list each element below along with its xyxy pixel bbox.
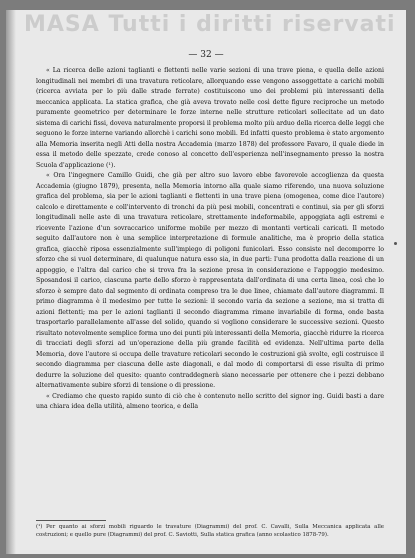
page-number: — 32 —	[188, 50, 224, 60]
paragraph-1: « La ricerca delle azioni taglianti e flettenti nelle varie sezioni di una trave piena, e quella delle azioni longitudinali nei membri di una travatura reticolare, allorquando esse vengono assoggettate a carichi mobili (ricerca avviata per lo più dalle strade ferrate) costituiscono uno dei problemi più interessanti della meccanica applicata. La statica grafica, che già aveva trovato nelle così dette figure reciproche un metodo puramente geometrico per determinare le forze interne nelle strutture reticolari sollecitate ad un dato sistema di carichi fissi, doveva naturalmente proporsi il problema molto più arduo della ricerca delle leggi che seguono le forze interne variando allorchè i carichi sono mobili. Ed infatti questo problema è stato argomento alla Memoria inserita negli Atti della nostra Accademia (marzo 1878) del professore Favaro, il quale diede in essa il metodo delle spezzate, crede conoso al concetto dell'esperienza nell'insegnamento presso la nostra Scuola d'applicazione (¹).	[36, 67, 384, 169]
footnote-rule	[36, 520, 106, 521]
watermark: MASA Tutti i diritti riservati	[24, 12, 396, 37]
scan-edge-shadow	[6, 10, 16, 554]
paragraph-3: « Crediamo che questo rapido sunto di ciò che è contenuto nello scritto del signor ing. Guidi basti a dare una chiara idea della utilità, almeno teorica, e della	[36, 392, 384, 410]
body-text	[36, 66, 384, 413]
margin-dot	[394, 242, 397, 245]
paragraph-2: « Ora l'ingegnere Camillo Guidi, che già per altro suo lavoro ebbe favorevole accoglienza da questa Accademia (giugno 1879), presenta, nella Memoria intorno alla quale siamo riferendo, una nuova soluzione grafica del problema, sia per le azioni taglianti e flettenti in una trave piena (omogenea, come dice l'autore) calcolo e direttamente e coll'intervento di tronchi da più pesi mobili, concentrati e continui, sia per gli sforzi longitudinali nelle aste di una travatura reticolare, strettamente indeformabile, appoggiata agli estremi e ricevente l'azione d'un sovraccarico uniforme mobile per mezzo di montanti verticali caricati. Il metodo seguito dall'autore non è una semplice interpretazione di formule analitiche, ma è proprio della statica grafica, giacchè riposa essenzialmente sull'impiego di poligoni funicolari. Esso consiste nel decomporre lo sforzo che si vuol determinare, di qualunque natura esso sia, in due parti: l'una prodotta dalla reazione di un appoggio, e l'altra dal carico che si trova fra la sezione presa in considerazione e l'appoggio medesimo. Sposandosi il carico, ciascuna parte dello sforzo è rappresentata dall'ordinata di una certa linea, così che lo sforzo è sempre dato dal segmento di ordinata compreso tra le due linee, chiamate dall'autore diagrammi. Il primo diagramma è il medesimo per tutte le sezioni: il secondo varia da sezione a sezione, ma si tratta di azioni flettenti; ma per le azioni taglianti il secondo diagramma rimane invariabile di forma, onde basta trasportarlo parallelamente all'asse del solido, quando si vogliono considerare le successive sezioni. Questo risultato notevolmente semplice forma uno dei punti più interessanti della Memoria, giacchè ridurre la ricerca di tracciati degli sforzi ad un'operazione della più grande facilità ed evidenza. Nell'ultima parte della Memoria, dove l'autore si occupa delle travature reticolari secondo le costruzioni già svolte, egli costruisce il secondo diagramma per ciascuna delle aste diagonali, e dal modo di comportarsi di esse risulta di primo dedurre la soluzione del quesito: quanto contraddegnerà siano necessarie per ottenere che i pezzi debbano alternativamente subire sforzi di tensione o di pressione.	[36, 172, 384, 389]
footnote-text: (¹) Per quanto ai sforzi mobili riguardo le travature (Diagrammi) del prof. C. Cavalli, Sulla Meccanica applicata alle costruzioni; e quello pure (Diagrammi) del prof. C. Saviotti, Sulla statica grafica (anno scolastico 1878-79).	[36, 524, 384, 539]
document-page	[6, 10, 406, 554]
footnote	[36, 523, 384, 540]
